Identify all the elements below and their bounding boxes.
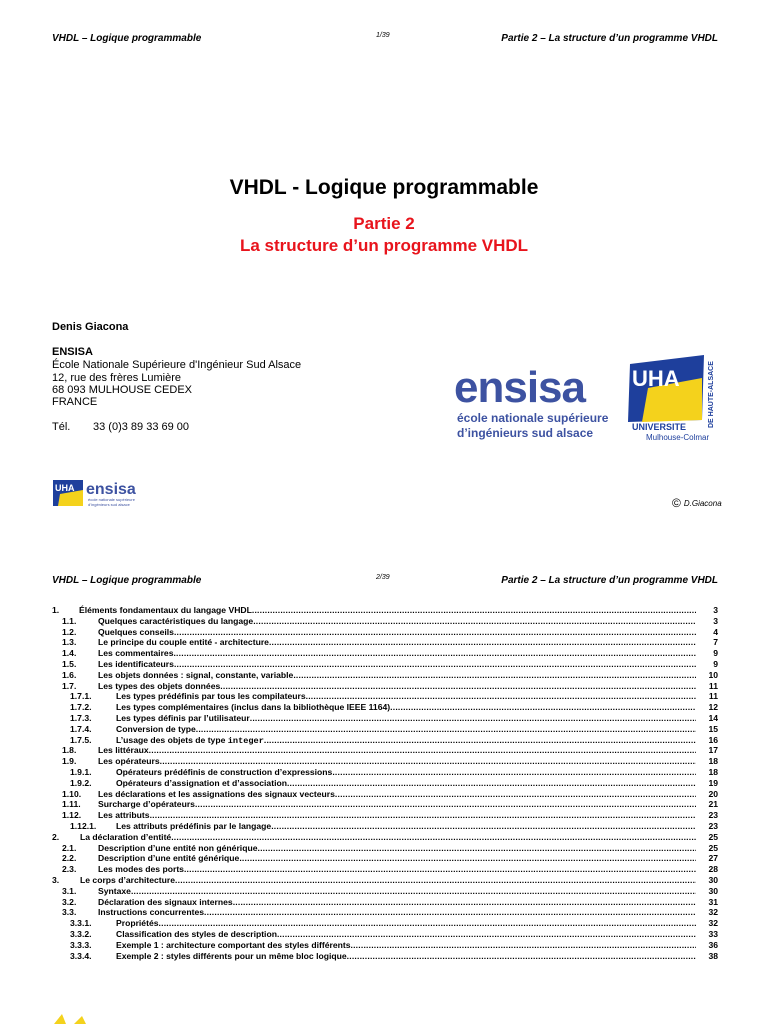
uha-logo-city: Mulhouse-Colmar (646, 433, 710, 442)
copyright-symbol: © (672, 496, 681, 510)
toc-entry[interactable] (52, 843, 718, 854)
toc-entry-title (116, 767, 696, 778)
toc-entry-number: 1.8. (62, 745, 77, 756)
toc-entry-title-text: Les types définis par l’utilisateur (116, 712, 250, 723)
toc-entry-page: 28 (708, 864, 718, 875)
toc-entry-page: 3 (713, 605, 718, 615)
toc-entry-title-text: Surcharge d’opérateurs (98, 799, 195, 810)
toc-entry-number: 1.7.4. (70, 723, 92, 734)
toc-entry-title (98, 897, 696, 908)
toc-entry-page: 30 (708, 874, 718, 885)
toc-entry-title-text: Instructions concurrentes (98, 907, 205, 918)
toc-entry-title (98, 627, 696, 638)
toc-entry-page: 27 (708, 853, 718, 864)
toc-entry-title-text: Propriétés (116, 918, 159, 929)
toc-entry-number: 1.9.1. (70, 766, 92, 777)
toc-entry-title (116, 940, 696, 951)
toc-entry-page: 32 (708, 918, 718, 929)
toc-entry[interactable] (52, 810, 718, 821)
toc-entry-title-text: Déclaration des signaux internes (98, 896, 233, 907)
toc-entry[interactable] (52, 756, 718, 767)
toc-entry-page: 14 (708, 712, 718, 723)
toc-entry-number: 1.7.2. (70, 702, 92, 713)
toc-entry-number: 3.1. (62, 885, 77, 896)
toc-entry-page: 30 (708, 885, 718, 896)
ensisa-logo (452, 362, 612, 448)
toc-entry-title-text: Éléments fondamentaux du langage VHDL (79, 605, 252, 615)
toc-entry-number: 1.5. (62, 658, 77, 669)
toc-entry-title (98, 681, 696, 692)
toc-entry[interactable] (52, 745, 718, 756)
toc-entry-page: 21 (708, 799, 718, 810)
header-right: Partie 2 – La structure d’un programme VHDL (501, 33, 718, 44)
document-subtitle: La structure d’un programme VHDL (239, 236, 529, 255)
uha-logo-vertical: DE HAUTE-ALSACE (708, 361, 715, 428)
page-footer-logo (52, 1012, 92, 1024)
toc-entry-number: 1.9. (62, 756, 77, 767)
toc-entry-title-text: Description d’une entité non générique (98, 842, 258, 853)
toc-entry[interactable] (52, 616, 718, 627)
ensisa-logo-tagline-2: d’ingénieurs sud alsace (457, 426, 594, 440)
toc-entry-number: 1.12.1. (70, 820, 97, 831)
toc-entry[interactable] (52, 659, 718, 670)
toc-entry-number: 1.2. (62, 626, 77, 637)
header-left: VHDL – Logique programmable (52, 33, 202, 44)
school-name: ENSISA (52, 346, 93, 358)
toc-entry-title (116, 713, 696, 724)
toc-entry-number: 3. (52, 874, 60, 885)
toc-entry-number: 2. (52, 831, 60, 842)
toc-entry-title (98, 810, 696, 821)
toc-entry-number: 1.4. (62, 648, 77, 659)
toc-entry-number: 3.3. (62, 907, 77, 918)
school-phone-label: Tél. (52, 421, 71, 433)
toc-entry-title-text: Les identificateurs (98, 658, 174, 669)
toc-entry-page: 9 (713, 658, 718, 669)
toc-entry-title (98, 616, 696, 627)
toc-entry-page: 9 (713, 648, 718, 659)
toc-entry[interactable] (52, 918, 718, 929)
toc-entry-title-text: Les modes des ports (98, 864, 184, 875)
toc-entry[interactable] (52, 637, 718, 648)
toc-entry-title (98, 864, 696, 875)
small-uha-word: UHA (55, 483, 75, 493)
toc-entry-title-text: Quelques caractéristiques du langage (98, 615, 254, 626)
toc-entry[interactable] (52, 907, 718, 918)
toc-entry-title-text: Opérateurs prédéfinis de construction d’expressions (116, 766, 333, 777)
toc-entry[interactable] (52, 767, 718, 778)
school-country: FRANCE (52, 396, 98, 408)
toc-entry-page: 4 (713, 626, 718, 637)
copyright (672, 496, 722, 510)
toc-entry-title (98, 789, 696, 800)
toc-entry-number: 1.12. (62, 810, 82, 821)
school-phone: 33 (0)3 89 33 69 00 (93, 421, 190, 433)
school-city: 68 093 MULHOUSE CEDEX (52, 384, 192, 396)
toc-entry-title (98, 756, 696, 767)
toc-entry-title (116, 918, 696, 929)
toc-entry-page: 12 (708, 702, 718, 713)
toc-entry-number: 3.3.2. (70, 928, 92, 939)
toc-entry[interactable] (52, 886, 718, 897)
toc-entry-title (98, 659, 696, 670)
toc-entry-title-text: Les littéraux (98, 745, 149, 756)
toc-entry-number: 1.11. (62, 799, 81, 810)
header-page-number: 1/39 (376, 32, 390, 39)
toc-entry-page: 16 (708, 734, 718, 745)
toc-entry-title-text: Les commentaires (98, 648, 174, 659)
toc-entry-number: 1.7.5. (70, 734, 92, 745)
toc-entry-title (98, 853, 696, 864)
copyright-name: D.Giacona (683, 499, 722, 508)
toc-entry[interactable] (52, 735, 718, 746)
toc-entry-title (98, 843, 696, 854)
toc-entry-page: 31 (708, 896, 718, 907)
toc-entry[interactable] (52, 799, 718, 810)
toc-entry-title-text: La déclaration d’entité (80, 831, 172, 842)
toc-entry-page: 33 (708, 928, 718, 939)
toc-entry-page: 20 (708, 788, 718, 799)
toc-entry[interactable] (52, 789, 718, 800)
toc-entry-code: integer (227, 735, 264, 746)
small-logos (52, 478, 144, 510)
toc-entry-number: 1.7.3. (70, 712, 92, 723)
toc-entry-page: 7 (713, 637, 718, 648)
toc-entry-page: 11 (708, 691, 718, 702)
school-full-name: École Nationale Supérieure d'Ingénieur Sud Alsace (52, 359, 302, 371)
toc-entry-title (116, 951, 696, 962)
toc-entry-number: 1.6. (62, 669, 77, 680)
toc-entry[interactable] (52, 627, 718, 638)
toc-entry-title (116, 778, 696, 789)
toc-entry-title-text: Description d’une entité générique (98, 853, 240, 864)
toc-entry-title-text: Exemple 2 : styles différents pour un même bloc logique (116, 950, 347, 961)
toc-entry-title-text: Exemple 1 : architecture comportant des styles différents (116, 939, 351, 950)
toc-entry-page: 3 (713, 615, 718, 626)
toc-entry-number: 1.9.2. (70, 777, 92, 788)
toc-entry-title-text: Les objets données : signal, constante, variable (98, 669, 294, 680)
toc-entry-page: 32 (708, 907, 718, 918)
small-ensisa-tagline-1: école nationale supérieure (88, 497, 135, 502)
toc-entry[interactable] (52, 605, 718, 616)
toc-entry-number: 1. (52, 605, 60, 615)
toc-entry-page: 15 (708, 723, 718, 734)
toc-entry[interactable] (52, 864, 718, 875)
toc-entry-title (116, 702, 696, 713)
toc-entry-page: 19 (708, 777, 718, 788)
small-ensisa-tagline-2: d’ingénieurs sud alsace (88, 502, 130, 507)
toc-entry-page: 36 (708, 939, 718, 950)
toc-entry-title (98, 745, 696, 756)
toc-entry-number: 2.3. (62, 864, 77, 875)
toc-entry-title (116, 724, 696, 735)
toc-entry[interactable] (52, 853, 718, 864)
toc-entry-number: 1.7.1. (70, 691, 92, 702)
toc-entry-title (79, 605, 696, 616)
toc-entry-title-text: Les opérateurs (98, 756, 160, 767)
table-of-contents (52, 605, 718, 961)
toc-entry[interactable] (52, 929, 718, 940)
toc-entry-number: 1.7. (62, 680, 77, 691)
toc-entry-title-text: Les attributs prédéfinis par le langage (116, 820, 272, 831)
toc-entry-number: 1.1. (62, 615, 77, 626)
toc-entry-number: 3.3.3. (70, 939, 92, 950)
school-street: 12, rue des frères Lumière (52, 372, 182, 384)
toc-entry-number: 2.1. (62, 842, 77, 853)
toc-entry[interactable] (52, 832, 718, 843)
toc-entry-title (116, 735, 696, 746)
toc-entry-title (116, 691, 696, 702)
small-ensisa-word: ensisa (86, 481, 136, 498)
header-page-number: 2/39 (376, 574, 390, 581)
toc-entry[interactable] (52, 897, 718, 908)
toc-entry[interactable] (52, 821, 718, 832)
toc-entry-title (98, 799, 696, 810)
toc-entry-number: 2.2. (62, 853, 77, 864)
toc-entry-title-text: Les déclarations et les assignations des signaux vecteurs (98, 788, 335, 799)
document-subtitle-part: Partie 2 (353, 214, 415, 233)
toc-entry-title (80, 832, 696, 843)
header-right: Partie 2 – La structure d’un programme VHDL (501, 575, 718, 586)
toc-entry-title (98, 670, 696, 681)
uha-logo-university: UNIVERSITE (632, 422, 687, 432)
toc-entry-page: 23 (708, 810, 718, 821)
toc-entry-title (80, 875, 696, 886)
toc-entry[interactable] (52, 875, 718, 886)
toc-entry-title-text: Syntaxe (98, 885, 131, 896)
toc-entry-title-text: Quelques conseils (98, 626, 174, 637)
document-title: VHDL - Logique programmable (229, 176, 539, 199)
toc-entry-title-text: Le corps d’architecture (80, 874, 176, 885)
toc-entry-page: 38 (708, 950, 718, 961)
toc-entry-title-text: Conversion de type (116, 723, 196, 734)
toc-entry-number: 3.2. (62, 896, 77, 907)
toc-entry-number: 1.3. (62, 637, 77, 648)
toc-entry-page: 10 (708, 669, 718, 680)
toc-entry-number: 3.3.4. (70, 950, 92, 961)
toc-entry-page: 25 (708, 831, 718, 842)
toc-entry[interactable] (52, 940, 718, 951)
header-left: VHDL – Logique programmable (52, 575, 202, 586)
uha-logo-word: UHA (632, 366, 680, 391)
toc-entry-page: 18 (708, 766, 718, 777)
toc-entry-page: 18 (708, 756, 718, 767)
toc-entry[interactable] (52, 648, 718, 659)
toc-entry-title (116, 821, 696, 832)
toc-entry-title-text: Classification des styles de description (116, 928, 277, 939)
toc-entry-title (116, 929, 696, 940)
toc-entry-title (98, 886, 696, 897)
toc-entry-number: 3.3.1. (70, 918, 92, 929)
toc-entry-title (98, 648, 696, 659)
toc-entry-title-text: Les types complémentaires (inclus dans la bibliothèque IEEE 1164) (116, 702, 391, 713)
toc-entry-title (98, 637, 696, 648)
uha-logo (618, 350, 718, 445)
ensisa-logo-tagline-1: école nationale supérieure (457, 411, 609, 425)
toc-entry-page: 11 (708, 680, 718, 691)
toc-entry-page: 23 (708, 820, 718, 831)
toc-entry-title-text: Les types des objets données (98, 680, 221, 691)
toc-entry-title-text: L’usage des objets de type (116, 734, 228, 745)
author-name: Denis Giacona (52, 321, 129, 333)
toc-entry[interactable] (52, 670, 718, 681)
toc-entry-page: 25 (708, 842, 718, 853)
toc-entry-title (98, 907, 696, 918)
toc-entry[interactable] (52, 724, 718, 735)
toc-entry[interactable] (52, 713, 718, 724)
toc-entry[interactable] (52, 778, 718, 789)
toc-entry[interactable] (52, 702, 718, 713)
toc-entry[interactable] (52, 951, 718, 962)
toc-entry[interactable] (52, 681, 718, 692)
toc-entry-title-text: Le principe du couple entité - architecture (98, 637, 269, 648)
toc-entry-title-text: Opérateurs d’assignation et d’association (116, 777, 287, 788)
toc-entry-title-text: Les types prédéfinis par tous les compilateurs (116, 691, 306, 702)
toc-entry-title-text: Les attributs (98, 810, 150, 821)
toc-entry-page: 17 (708, 745, 718, 756)
ensisa-logo-word: ensisa (454, 363, 585, 412)
toc-entry[interactable] (52, 691, 718, 702)
toc-entry-number: 1.10. (62, 788, 82, 799)
